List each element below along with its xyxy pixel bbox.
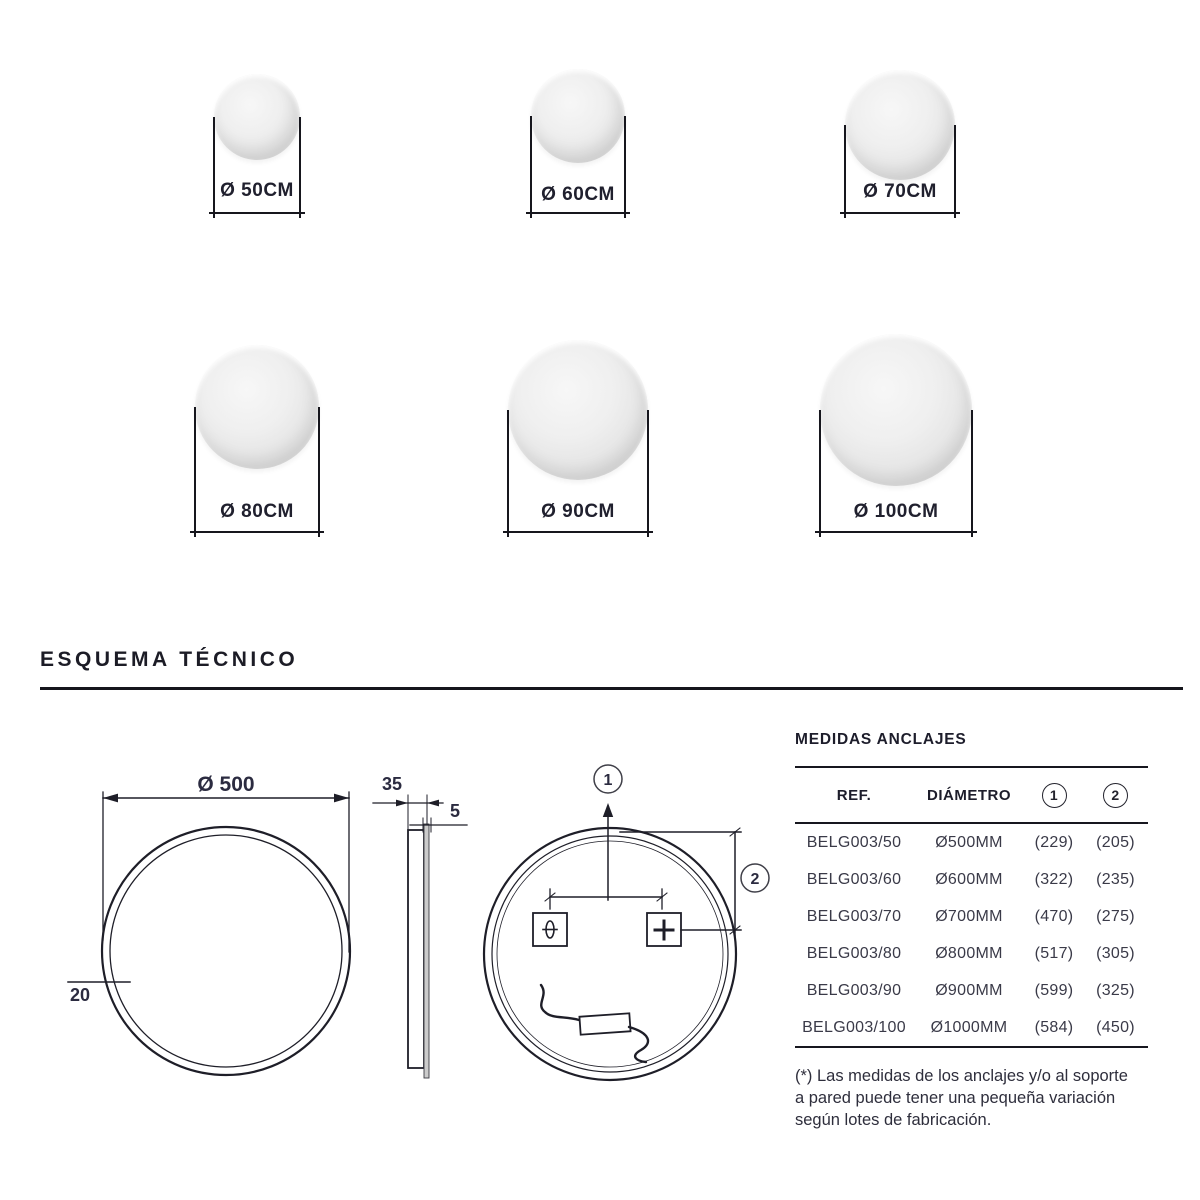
mirror-circle <box>508 340 648 480</box>
cell-anchor2: (305) <box>1096 944 1135 962</box>
footnote-line: según lotes de fabricación. <box>795 1111 992 1129</box>
table-row <box>795 935 1148 972</box>
front-dim-arrow-right <box>334 794 349 803</box>
dimension-line-bottom <box>815 531 977 533</box>
mirror-diameter-label: Ø 60CM <box>541 184 615 205</box>
cell-diameter: Ø900MM <box>935 981 1003 999</box>
back-view <box>484 765 769 1080</box>
table-row <box>795 861 1148 898</box>
circled-2-icon: 2 <box>1103 783 1128 808</box>
col-header-diameter: DIÁMETRO <box>913 767 1025 823</box>
mirror-circle <box>195 345 319 469</box>
dimension-line-bottom <box>840 212 960 214</box>
cell-anchor2: (275) <box>1096 907 1135 925</box>
dimension-line-left <box>213 117 215 218</box>
anchor-table-panel <box>795 731 1150 1131</box>
col-header-anchor2 <box>1083 767 1148 823</box>
depth-arrow-right <box>427 800 439 807</box>
mirror-circle <box>820 334 972 486</box>
section-rule <box>40 687 1183 690</box>
dimension-line-left <box>844 125 846 218</box>
side-view <box>373 774 467 1078</box>
cell-anchor1: (470) <box>1034 907 1074 925</box>
cell-anchor1: (322) <box>1034 870 1074 888</box>
cell-anchor1: (584) <box>1025 1009 1083 1047</box>
table-row <box>795 972 1148 1009</box>
front-inner-circle <box>110 835 342 1067</box>
cell-diameter: Ø500MM <box>935 833 1003 851</box>
cell-ref: BELG003/100 <box>795 1009 913 1047</box>
led-driver-box <box>579 1013 630 1034</box>
footnote-line: a pared puede tener una pequeña variación <box>795 1089 1116 1107</box>
depth-arrow-left <box>396 800 408 807</box>
cell-anchor2: (205) <box>1096 833 1135 851</box>
table-header-row <box>795 767 1148 823</box>
frame-thickness-label: 20 <box>69 985 91 1005</box>
mirror-diameter-label: Ø 70CM <box>863 181 937 202</box>
table-title: MEDIDAS ANCLAJES <box>795 731 967 748</box>
front-view <box>68 773 350 1075</box>
circled-1-icon: 1 <box>1042 783 1067 808</box>
cell-diameter: Ø1000MM <box>913 1009 1025 1047</box>
mirror-diameter-label: Ø 100CM <box>853 501 939 522</box>
cell-diameter: Ø800MM <box>935 944 1003 962</box>
mirror-diameter-label: Ø 50CM <box>220 180 294 201</box>
dimension-line-bottom <box>209 212 305 214</box>
back-outer-circle <box>484 828 736 1080</box>
dimension-line-bottom <box>503 531 653 533</box>
side-glass-profile <box>424 824 429 1078</box>
cell-ref: BELG003/60 <box>806 870 902 888</box>
cell-ref: BELG003/80 <box>806 944 902 962</box>
cell-anchor2: (450) <box>1083 1009 1148 1047</box>
cell-anchor2: (325) <box>1096 981 1135 999</box>
side-frame-profile <box>408 830 424 1068</box>
up-arrowhead <box>603 803 613 817</box>
mirror-circle <box>845 70 955 180</box>
back-inner-circle <box>492 836 728 1072</box>
dimension-line-right <box>299 117 301 218</box>
cell-ref: BELG003/50 <box>806 833 902 851</box>
cell-diameter: Ø600MM <box>935 870 1003 888</box>
col-header-ref: REF. <box>795 767 913 823</box>
callout-1-number: 1 <box>603 772 613 789</box>
power-cable-right <box>629 1027 648 1062</box>
mirror-diameter-label: Ø 80CM <box>220 501 294 522</box>
mirror-diameter-label: Ø 90CM <box>541 501 615 522</box>
cell-anchor1: (517) <box>1034 944 1074 962</box>
cell-anchor2: (235) <box>1096 870 1135 888</box>
dimension-line-bottom <box>526 212 630 214</box>
anchor-measurements-table <box>795 766 1148 1048</box>
dimension-line-bottom <box>190 531 324 533</box>
table-footnote <box>795 1065 1150 1131</box>
cell-diameter: Ø700MM <box>935 907 1003 925</box>
dimension-line-right <box>954 125 956 218</box>
cell-anchor1: (229) <box>1034 833 1074 851</box>
footnote-line: (*) Las medidas de los anclajes y/o al soporte <box>795 1067 1128 1085</box>
cell-anchor1: (599) <box>1034 981 1074 999</box>
table-row <box>795 898 1148 935</box>
power-cable-left <box>541 985 579 1020</box>
mirror-circle <box>214 74 300 160</box>
front-diameter-label: Ø 500 <box>197 773 255 796</box>
callout-2-number: 2 <box>750 871 760 888</box>
glass-label: 5 <box>449 801 461 821</box>
table-row <box>795 823 1148 861</box>
front-dim-arrow-left <box>103 794 118 803</box>
depth-label: 35 <box>381 774 403 794</box>
cell-ref: BELG003/70 <box>806 907 902 925</box>
front-outer-circle <box>102 827 350 1075</box>
mirror-circle <box>531 69 625 163</box>
col-header-anchor1 <box>1025 767 1083 823</box>
section-title: ESQUEMA TÉCNICO <box>40 648 299 671</box>
cell-ref: BELG003/90 <box>806 981 902 999</box>
table-row <box>795 1009 1148 1047</box>
